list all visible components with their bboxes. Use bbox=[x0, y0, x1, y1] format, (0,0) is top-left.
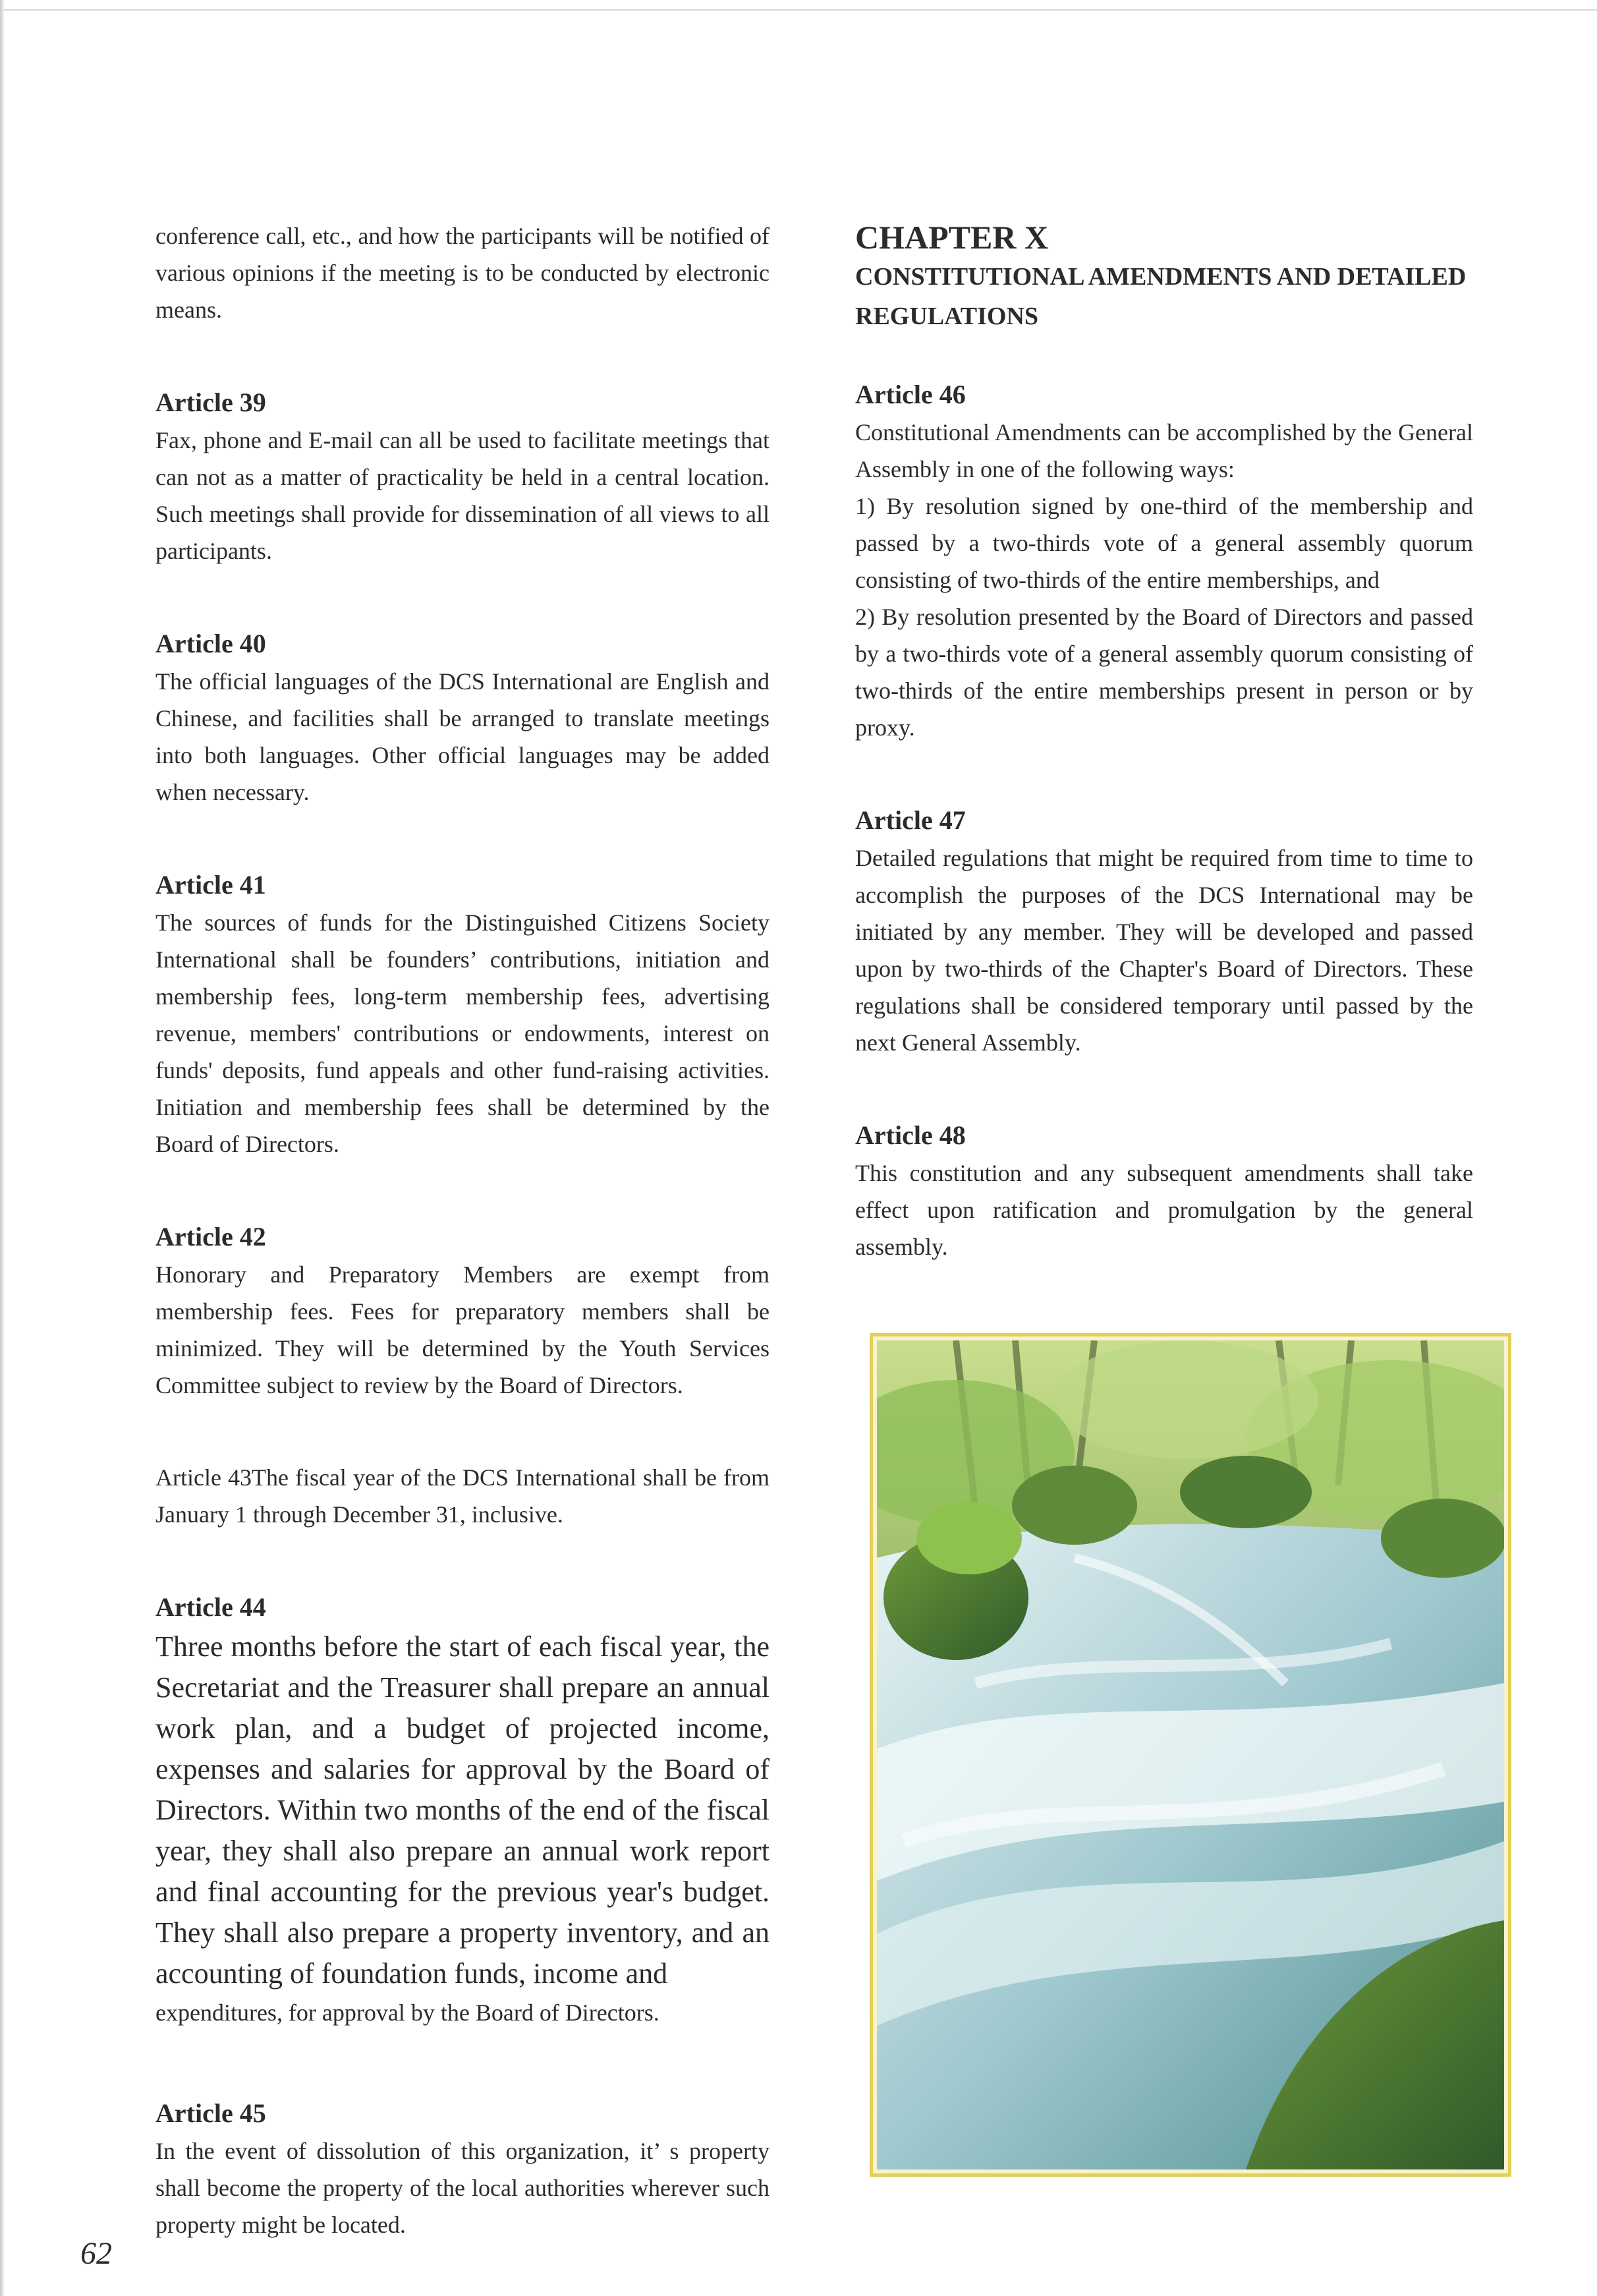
article-41 bbox=[155, 866, 770, 1162]
page-number: 62 bbox=[80, 2236, 112, 2271]
article-item-1: 1) By resolution signed by one-third of the membership and passed by a two-thirds vote of a general assembly quorum consisting of two-thirds of the entire memberships, and bbox=[855, 493, 1473, 593]
article-45 bbox=[155, 2094, 770, 2243]
continued-paragraph: conference call, etc., and how the participants will be notified of various opinions if the meeting is to be conducted by electronic means. bbox=[155, 223, 770, 323]
article-text: In the event of dissolution of this organization, it’ s property shall become the property of the local authorities wherever such property might be located. bbox=[155, 2138, 770, 2238]
article-44 bbox=[155, 1588, 770, 2031]
article-text-large: Three months before the start of each fiscal year, the Secretariat and the Treasurer shall prepare an annual work plan, and a budget of projected income, expenses and salaries for approval by the Board of Directors. Within two months of the end of the fiscal year, they shall also prepare an annual work report and final accounting for the previous year's budget. They shall also prepare a property inventory, and an accounting of foundation funds, income and bbox=[155, 1630, 770, 1990]
article-title: Article 47 bbox=[855, 805, 966, 835]
article-43: Article 43The fiscal year of the DCS International shall be from January 1 through December 31, inclusive. bbox=[155, 1464, 770, 1528]
binding-edge bbox=[0, 0, 4, 2296]
chapter-title: CHAPTER X bbox=[855, 219, 1049, 256]
article-48 bbox=[855, 1116, 1473, 1265]
top-edge-line bbox=[0, 9, 1597, 11]
article-title: Article 42 bbox=[155, 1222, 266, 1251]
article-title: Article 39 bbox=[155, 387, 266, 417]
article-title: Article 41 bbox=[155, 870, 266, 900]
article-39 bbox=[155, 384, 770, 569]
right-column bbox=[855, 217, 1473, 1265]
article-title: Article 46 bbox=[855, 380, 966, 409]
article-text: This constitution and any subsequent amendments shall take effect upon ratification and promulgation by the general assembly. bbox=[855, 1160, 1473, 1260]
article-46 bbox=[855, 376, 1473, 746]
left-column bbox=[155, 217, 770, 2243]
forest-stream-photo bbox=[870, 1333, 1511, 2177]
article-title: Article 44 bbox=[155, 1592, 266, 1622]
article-47 bbox=[855, 801, 1473, 1061]
article-intro: Constitutional Amendments can be accomplished by the General Assembly in one of the following ways: bbox=[855, 419, 1473, 482]
chapter-heading bbox=[855, 217, 1473, 336]
article-text: Honorary and Preparatory Members are exempt from membership fees. Fees for preparatory members shall be minimized. They will be determined by the Youth Services Committee subject to review by the Board of Directors. bbox=[155, 1261, 770, 1398]
stream-illustration bbox=[877, 1340, 1504, 2169]
article-text: The sources of funds for the Distinguished Citizens Society International shall be founders’ contributions, initiation and membership fees, long-term membership fees, advertising revenue, members' contributions or endowments, interest on funds' deposits, fund appeals and other fund-raising activities. Initiation and membership fees shall be determined by the Board of Directors. bbox=[155, 909, 770, 1157]
article-text: Fax, phone and E-mail can all be used to facilitate meetings that can not as a matter of practicality be held in a central location. Such meetings shall provide for dissemination of all views to all participants. bbox=[155, 427, 770, 564]
article-42 bbox=[155, 1218, 770, 1404]
article-title: Article 40 bbox=[155, 629, 266, 658]
article-text: Detailed regulations that might be required from time to time to accomplish the purposes of the DCS International may be initiated by any member. They will be developed and passed upon by two-thirds of the Chapter's Board of Directors. These regulations shall be considered temporary until passed by the next General Assembly. bbox=[855, 845, 1473, 1056]
chapter-subtitle: CONSTITUTIONAL AMENDMENTS AND DETAILED REGULATIONS bbox=[855, 263, 1467, 330]
article-title: Article 48 bbox=[855, 1120, 966, 1150]
article-text: The official languages of the DCS International are English and Chinese, and facilities shall be arranged to translate meetings into both languages. Other official languages may be added when necessary. bbox=[155, 668, 770, 805]
article-40 bbox=[155, 625, 770, 811]
article-item-2: 2) By resolution presented by the Board of Directors and passed by a two-thirds vote of a general assembly quorum consisting of two-thirds of the entire memberships present in person or by proxy. bbox=[855, 604, 1473, 741]
article-title: Article 45 bbox=[155, 2098, 266, 2128]
article-text-tail: expenditures, for approval by the Board of Directors. bbox=[155, 1999, 659, 2026]
